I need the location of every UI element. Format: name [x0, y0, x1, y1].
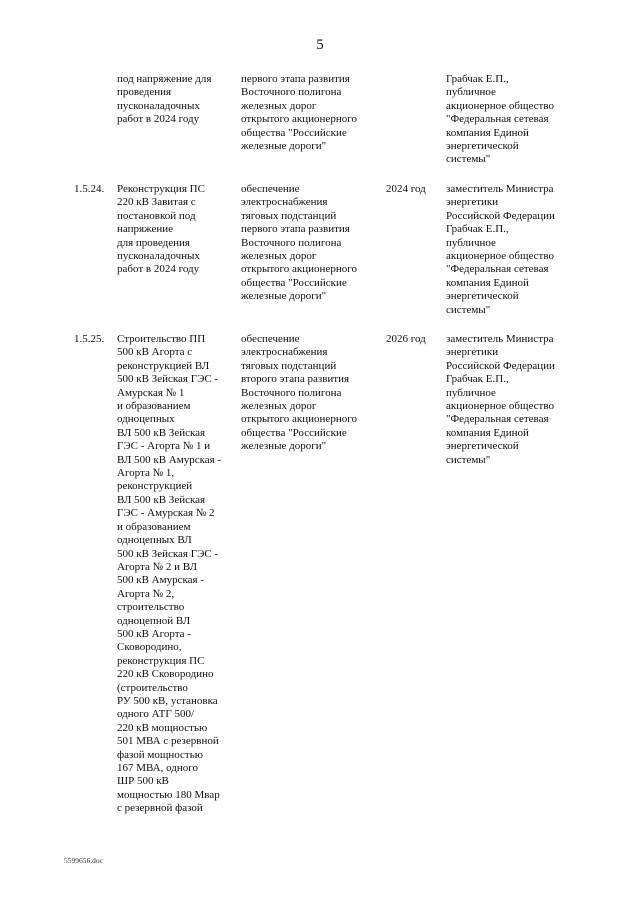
deadline: 2026 год: [386, 333, 426, 345]
measure-goal: первого этапа развития Восточного полигона железных дорог открытого акционерного общества "Российские железные дороги": [241, 73, 357, 153]
responsible: заместитель Министра энергетики Российской Федерации Грабчак Е.П., публичное акционерное общество "Федеральная сетевая компания Единой энергетической системы": [446, 183, 555, 316]
deadline: 2024 год: [386, 183, 426, 195]
row-number: 1.5.24.: [74, 183, 105, 195]
measure-goal: обеспечение электроснабжения тяговых подстанций второго этапа развития Восточного полигона железных дорог открытого акционерного общества "Российские железные дороги": [241, 333, 357, 453]
responsible: Грабчак Е.П., публичное акционерное общество "Федеральная сетевая компания Единой энергетической системы": [446, 73, 554, 166]
measure-name: под напряжение для проведения пусконаладочных работ в 2024 году: [117, 73, 212, 126]
footer-filename: 5599656.doc: [64, 856, 103, 865]
page-number: 5: [316, 37, 324, 53]
responsible: заместитель Министра энергетики Российской Федерации Грабчак Е.П., публичное акционерное общество "Федеральная сетевая компания Единой энергетической системы": [446, 333, 555, 466]
measure-goal: обеспечение электроснабжения тяговых подстанций первого этапа развития Восточного полигона железных дорог открытого акционерного общества "Российские железные дороги": [241, 183, 357, 303]
measure-name: Строительство ПП 500 кВ Агорта с реконструкцией ВЛ 500 кВ Зейская ГЭС - Амурская № 1 и образованием одноцепных ВЛ 500 кВ Зейская ГЭС - Агорта № 1 и ВЛ 500 кВ Амурская - Агорта № 1, реконструкцией ВЛ 500 кВ Зейская ГЭС - Амурская № 2 и образованием одноцепных ВЛ 500 кВ Зейская ГЭС - Агорта № 2 и ВЛ 500 кВ Амурская - Агорта № 2, строительство одноцепной ВЛ 500 кВ Агорта - Сковородино, реконструкция ПС 220 кВ Сковородино (строительство РУ 500 кВ, установка одного АТГ 500/ 220 кВ мощностью 501 МВА с резервной фазой мощностью 167 МВА, одного ШР 500 кВ мощностью 180 Мвар с резервной фазой: [117, 333, 222, 815]
measure-name: Реконструкция ПС 220 кВ Завитая с постановкой под напряжение для проведения пусконаладочных работ в 2024 году: [117, 183, 205, 276]
row-number: 1.5.25.: [74, 333, 105, 345]
